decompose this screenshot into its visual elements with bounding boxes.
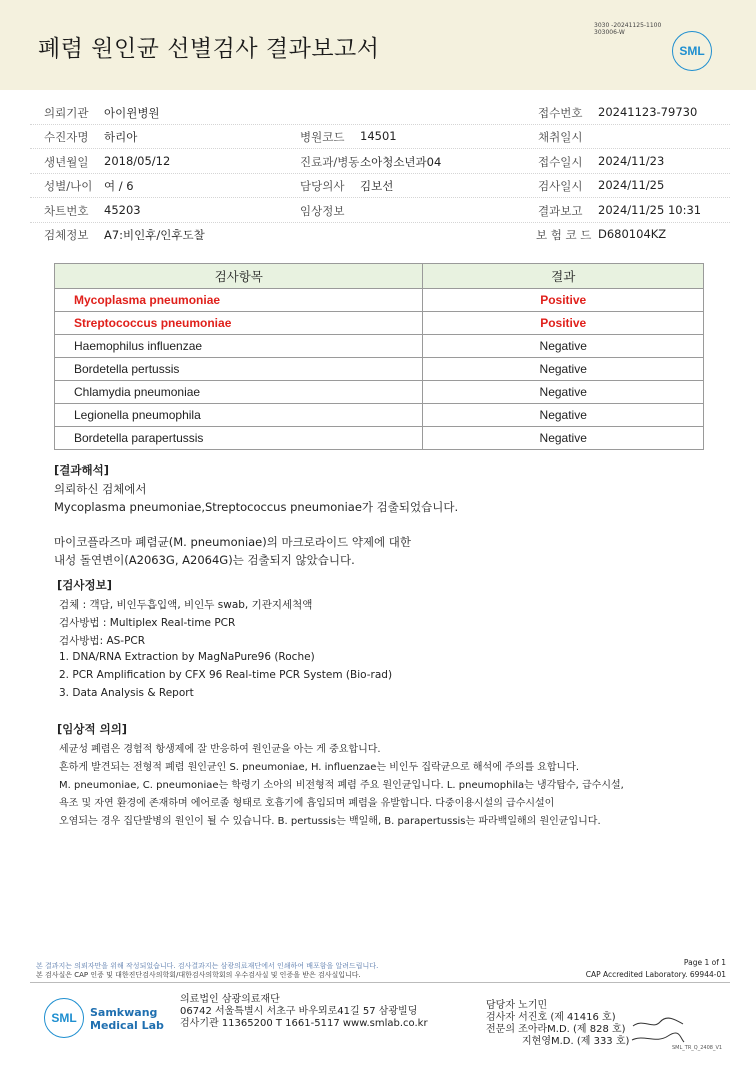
- info-label: 성별/나이: [44, 179, 93, 193]
- info-label: 임상정보: [300, 204, 345, 218]
- staff-line: 지현영M.D. (제 333 호): [522, 1036, 630, 1047]
- info-label: 담당의사: [300, 179, 345, 193]
- info-value: 2018/05/12: [104, 154, 171, 168]
- test-item: Haemophilus influenzae: [55, 335, 423, 358]
- interpretation-line: Mycoplasma pneumoniae,Streptococcus pneumoniae가 검출되었습니다.: [54, 500, 459, 514]
- test-result: Positive: [423, 312, 704, 335]
- test-info-line: 3. Data Analysis & Report: [59, 687, 194, 699]
- table-row: [55, 312, 704, 335]
- test-item: Bordetella parapertussis: [55, 427, 423, 450]
- table-row: [55, 427, 704, 450]
- footer-notice-1: 본 결과지는 의뢰자만을 위해 작성되었습니다. 검사결과지는 삼광의료재단에서 인쇄하여 배포함을 알려드립니다.: [36, 962, 379, 970]
- doc-code-2: 303006-W: [594, 29, 625, 36]
- results-table: [54, 263, 704, 450]
- test-item: Legionella pneumophila: [55, 404, 423, 427]
- info-value: 아이윈병원: [104, 106, 160, 120]
- staff-line: 담당자 노기민: [486, 1000, 548, 1011]
- doc-code-1: 3030 -20241125-1100: [594, 22, 662, 29]
- interpretation-line: 의뢰하신 검체에서: [54, 482, 147, 496]
- table-row: [55, 381, 704, 404]
- footer-notice-2: 본 검사실은 CAP 인증 및 대한진단검사의학회/대한검사의학회의 우수검사실 및 인증을 받은 검사실입니다.: [36, 971, 361, 979]
- test-result: Negative: [423, 335, 704, 358]
- info-label: 생년월일: [44, 155, 89, 169]
- test-info-line: 검체 : 객담, 비인두흡입액, 비인두 swab, 기관지세척액: [59, 599, 313, 611]
- info-row: [30, 198, 730, 223]
- clinical-heading: [임상적 의의]: [57, 722, 128, 736]
- clinical-line: 오염되는 경우 집단발병의 원인이 될 수 있습니다. B. pertussis는 백일해, B. parapertussis는 파라백일해의 원인균입니다.: [59, 816, 601, 827]
- info-label: 결과보고: [538, 204, 583, 218]
- info-label: 채취일시: [538, 130, 583, 144]
- test-result: Negative: [423, 358, 704, 381]
- test-result: Positive: [423, 289, 704, 312]
- footer-lab-name-2: Medical Lab: [90, 1019, 164, 1032]
- info-value: D680104KZ: [598, 227, 667, 241]
- info-value: 여 / 6: [104, 179, 134, 193]
- info-value: 45203: [104, 203, 141, 217]
- test-result: Negative: [423, 404, 704, 427]
- staff-line: 검사자 서진호 (제 41416 호): [486, 1012, 616, 1023]
- clinical-line: 세균성 폐렴은 경험적 항생제에 잘 반응하여 원인균을 아는 게 중요합니다.: [59, 744, 381, 755]
- col-result-header: 결과: [423, 264, 704, 289]
- test-info-heading: [검사정보]: [57, 578, 112, 592]
- clinical-line: 흔하게 발견되는 전형적 폐렴 원인균인 S. pneumoniae, H. influenzae는 비인두 집락균으로 해석에 주의를 요합니다.: [59, 762, 580, 773]
- info-value: 소아청소년과04: [360, 155, 442, 169]
- sml-logo: [672, 31, 712, 71]
- clinical-line: M. pneumoniae, C. pneumoniae는 학령기 소아의 비전형적 폐렴 주요 원인균입니다. L. pneumophila는 냉각탑수, 급수시설,: [59, 780, 624, 791]
- info-label: 접수번호: [538, 106, 583, 120]
- info-value: 20241123-79730: [598, 105, 698, 119]
- form-code: SML_TR_Q_2408_V1: [672, 1045, 723, 1051]
- interpretation-heading: [결과해석]: [54, 463, 109, 477]
- staff-line: 전문의 조아라M.D. (제 828 호): [486, 1024, 626, 1035]
- org-address: 06742 서울특별시 서초구 바우뫼로41길 57 삼광빌딩: [180, 1006, 418, 1017]
- org-name: 의료법인 삼광의료재단: [180, 994, 280, 1005]
- test-info-line: 1. DNA/RNA Extraction by MagNaPure96 (Roche): [59, 651, 315, 663]
- interpretation-line: 내성 돌연변이(A2063G, A2064G)는 검출되지 않았습니다.: [54, 553, 355, 567]
- org-contact: 검사기관 11365200 T 1661-5117 www.smlab.co.kr: [180, 1018, 428, 1029]
- test-item: Streptococcus pneumoniae: [55, 312, 423, 335]
- table-row: [55, 404, 704, 427]
- sml-logo-text: SML: [679, 44, 705, 58]
- interpretation-line: 마이코플라즈마 폐렴균(M. pneumoniae)의 마크로라이드 약제에 대한: [54, 535, 412, 549]
- info-label: 차트번호: [44, 204, 89, 218]
- info-value: 2024/11/23: [598, 154, 665, 168]
- results-header-row: [55, 264, 704, 289]
- info-label: 검사일시: [538, 179, 583, 193]
- report-title: 폐렴 원인균 선별검사 결과보고서: [38, 36, 380, 62]
- info-label: 접수일시: [538, 155, 583, 169]
- info-label: 보 험 코 드: [536, 228, 592, 242]
- cap-accreditation: CAP Accredited Laboratory. 69944-01: [585, 970, 726, 979]
- footer-lab-name-1: Samkwang: [90, 1006, 158, 1019]
- page-number: Page 1 of 1: [683, 958, 726, 967]
- footer-logo: [44, 998, 84, 1038]
- info-row: [30, 173, 730, 198]
- test-info-line: 2. PCR Amplification by CFX 96 Real-time PCR System (Bio-rad): [59, 669, 393, 681]
- test-item: Mycoplasma pneumoniae: [55, 289, 423, 312]
- info-row: [30, 222, 730, 246]
- table-row: [55, 358, 704, 381]
- clinical-line: 욕조 및 자연 환경에 존재하며 에어로졸 형태로 호흡기에 흡입되며 폐렴을 유발합니다. 다중이용시설의 급수시설이: [59, 798, 555, 809]
- info-label: 수진자명: [44, 130, 89, 144]
- test-info-line: 검사방법 : Multiplex Real-time PCR: [59, 617, 236, 629]
- info-label: 의뢰기관: [44, 106, 89, 120]
- table-row: [55, 289, 704, 312]
- doc-codes: [594, 22, 661, 36]
- info-value: 김보선: [360, 179, 394, 193]
- info-label: 검체정보: [44, 228, 89, 242]
- footer-divider: [30, 982, 730, 983]
- info-row: [30, 124, 730, 149]
- info-value: 하리아: [104, 130, 138, 144]
- test-result: Negative: [423, 427, 704, 450]
- table-row: [55, 335, 704, 358]
- info-row: [30, 149, 730, 174]
- test-item: Bordetella pertussis: [55, 358, 423, 381]
- test-info-line: 검사방법: AS-PCR: [59, 635, 146, 647]
- info-row: [30, 100, 730, 125]
- info-value: 14501: [360, 129, 397, 143]
- info-value: 2024/11/25: [598, 178, 665, 192]
- info-label: 병원코드: [300, 130, 345, 144]
- info-value: A7:비인후/인후도찰: [104, 228, 205, 242]
- footer-logo-text: SML: [51, 1011, 77, 1025]
- info-label: 진료과/병동: [300, 155, 360, 169]
- col-item-header: 검사항목: [55, 264, 423, 289]
- info-value: 2024/11/25 10:31: [598, 203, 702, 217]
- test-item: Chlamydia pneumoniae: [55, 381, 423, 404]
- test-result: Negative: [423, 381, 704, 404]
